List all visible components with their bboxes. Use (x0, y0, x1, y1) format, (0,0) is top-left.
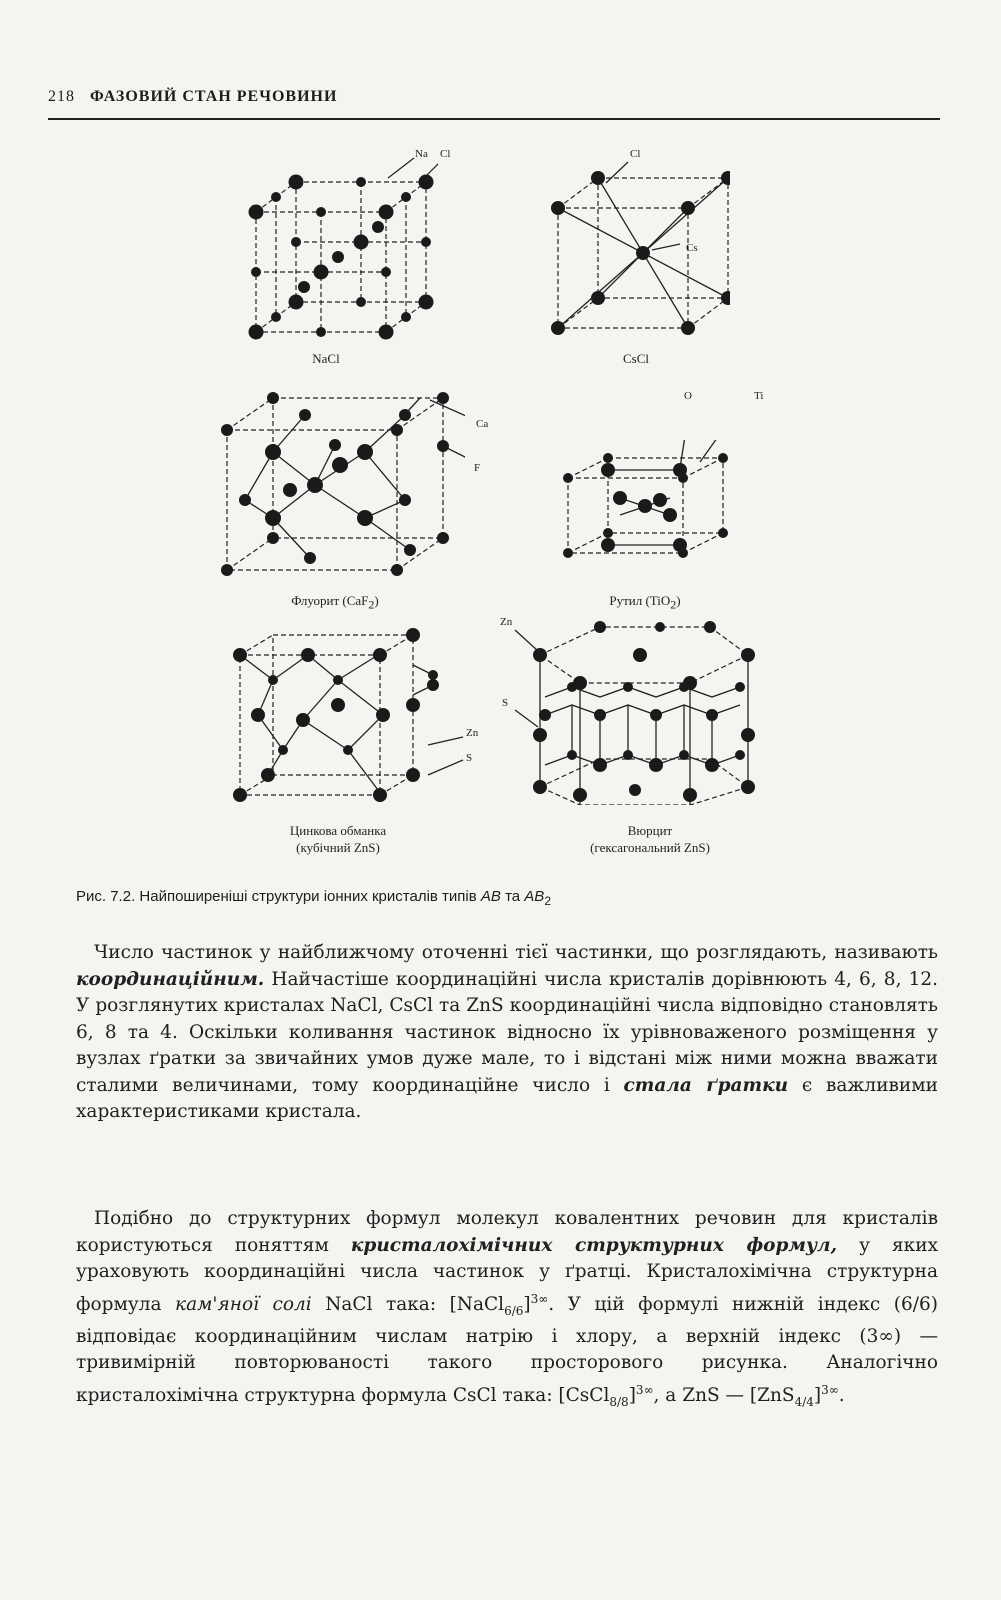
fluorite-structure-figure (215, 390, 465, 580)
wurtzite-s-label: S (502, 697, 509, 709)
term-crystallochemical-formulas: кристалохімічних структурних формул, (350, 1234, 838, 1256)
page-number: 218 (48, 88, 75, 105)
nacl-caption: NaCl (312, 351, 340, 366)
term-lattice-constant: стала ґратки (623, 1074, 789, 1096)
header-rule (48, 118, 940, 120)
wurtzite-structure-figure (510, 615, 760, 805)
wurtzite-caption: Вюрцит (гексагональний ZnS) (590, 823, 710, 855)
rutile-o-label: O (684, 390, 692, 402)
fluorite-ca-label: Ca (476, 418, 489, 430)
nacl-structure-figure (238, 140, 438, 345)
rutile-caption: Рутил (TiO$_2$) (609, 593, 681, 612)
cscl-structure-figure (540, 160, 730, 340)
zincblende-structure-figure (228, 625, 468, 810)
fluorite-caption: Флуорит (CaF$_2$) (291, 593, 379, 612)
running-header (48, 88, 940, 106)
rutile-ti-label: Ti (754, 390, 764, 402)
wurtzite-zn-label: Zn (500, 616, 513, 628)
rutile-structure-figure (560, 440, 740, 565)
cscl-cl-label: Cl (630, 148, 641, 160)
cscl-caption: CsCl (622, 351, 649, 366)
paragraph-coordination-number: Число частинок у найближчому оточенні тієї частинки, що розглядають, називають координаційним. Найчастіше координаційні числа кристалів дорівнюють 4, 6, 8, 12. У розглянутих кристалах NaCl, CsCl та ZnS координаційні числа відповідно становлять 6, 8 та 4. Оскільки коливання частинок відносно їх урівноваженого розміщення у вузлах ґратки за звичайних умов дуже мале, то і відстані між ними можна вважати сталими величинами, тому координаційне число і стала ґратки є важливими характеристиками кристала. (76, 942, 938, 1122)
term-coordination: координаційним. (76, 968, 265, 990)
figure-caption: Рис. 7.2. Найпоширеніші структури іонних кристалів типів AB та $AB_2$ (76, 888, 551, 908)
zincblende-caption: Цинкова обманка (кубічний ZnS) (289, 823, 387, 855)
running-title: ФАЗОВИЙ СТАН РЕЧОВИНИ (90, 88, 338, 105)
fluorite-f-label: F (474, 462, 481, 474)
paragraph-structural-formulas: Подібно до структурних формул молекул ковалентних речовин для кристалів користуються поняттям кристалохімічних структурних формул, у яких ураховують координаційні числа частинок у ґратці. Кристалохімічна структурна формула кам'яної солі NaCl така: [NaCl$_{6/6}$]$^{3\infty}$. У цій формулі нижній індекс (6/6) відповідає координаційним числам натрію і хлору, а верхній індекс (3∞) — тривимірній повторюваності такого просторового рисунка. Аналогічно кристалохімічна структурна формула CsCl така: [CsCl$_{8/8}$]$^{3\infty}$, а ZnS — $[ZnS_{4/4}]^{3\infty}$. (76, 1208, 938, 1409)
cscl-cs-label: Cs (686, 242, 698, 254)
term-rock-salt: кам'яної солі (175, 1293, 312, 1315)
nacl-cl-label: Cl (440, 148, 451, 160)
zincblende-s-label: S (466, 752, 473, 764)
zincblende-zn-label: Zn (466, 727, 479, 739)
nacl-na-label: Na (415, 148, 428, 160)
